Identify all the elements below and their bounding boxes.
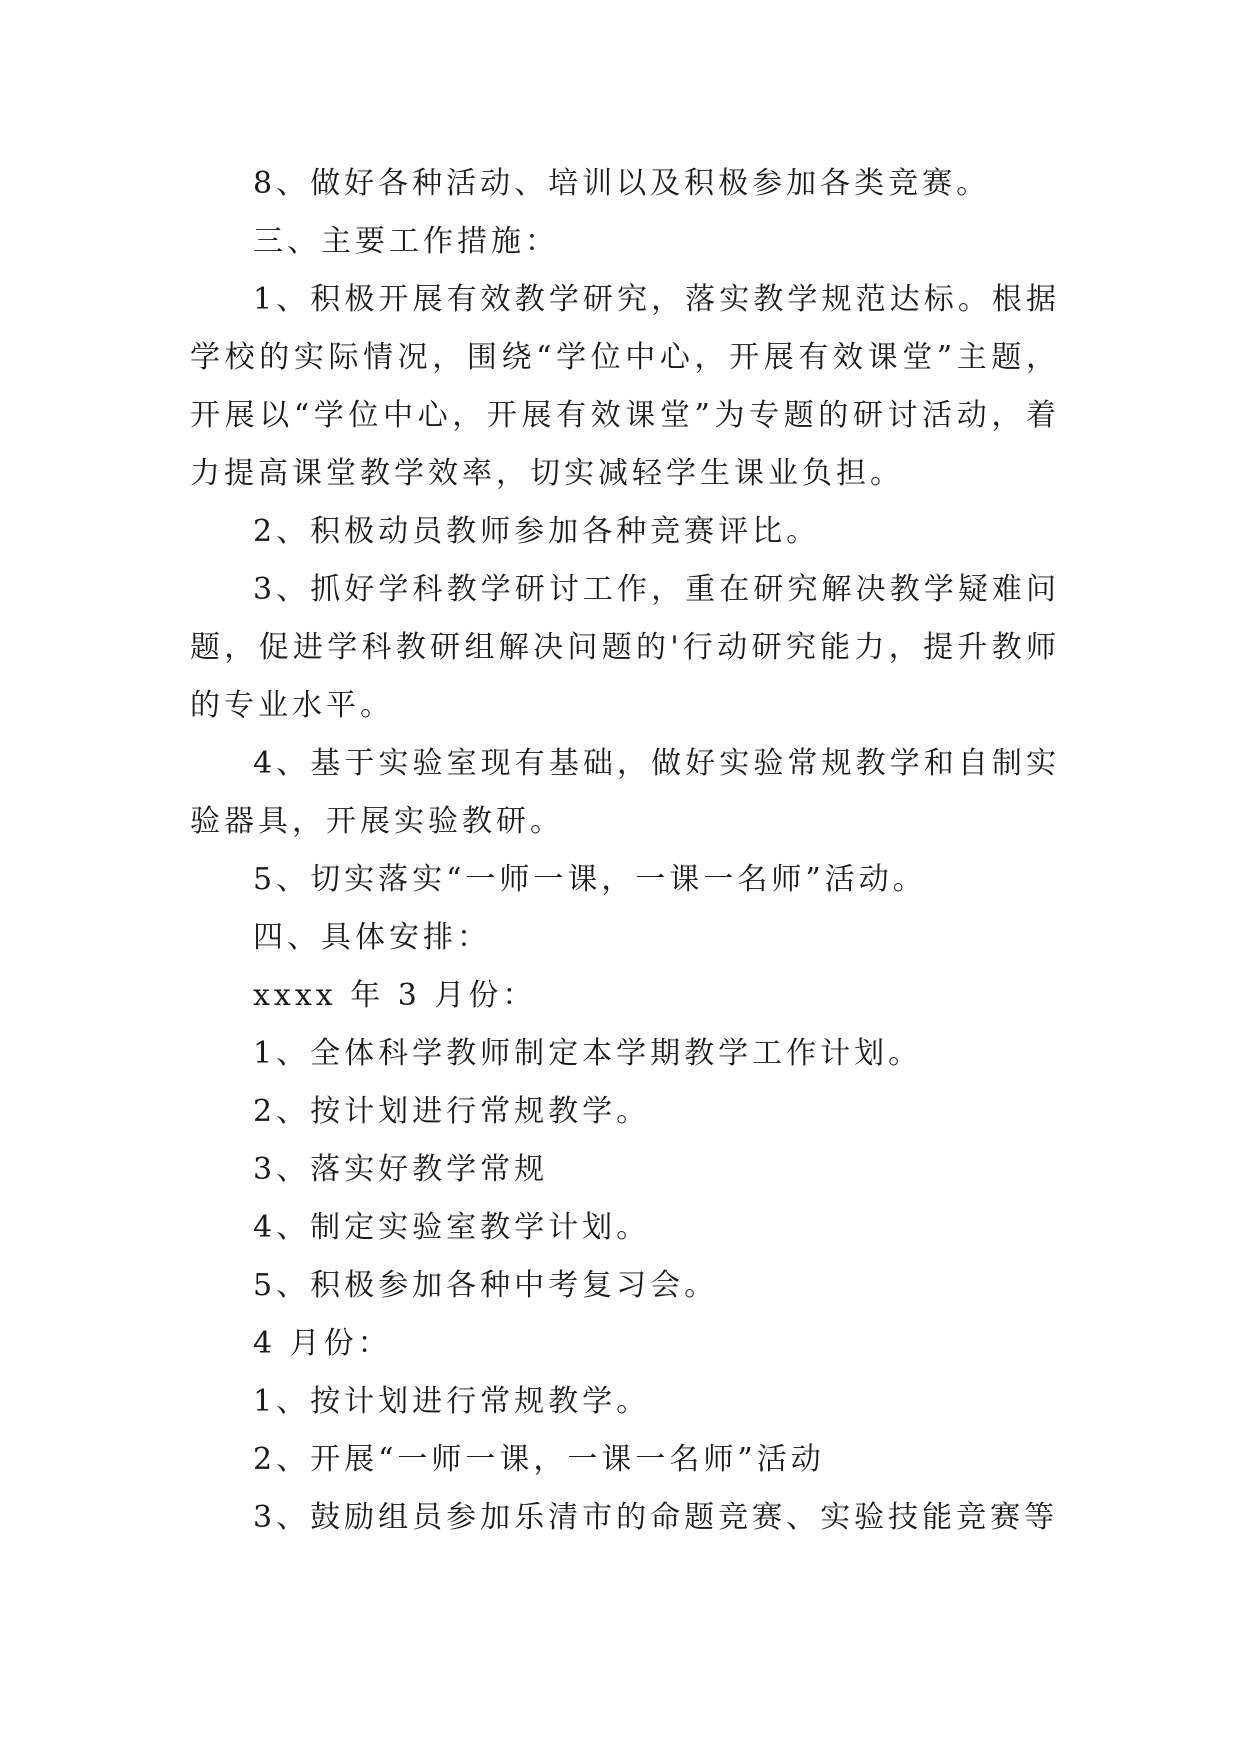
april-item-1: 1、按计划进行常规教学。 xyxy=(253,1384,651,1419)
march-item-2: 2、按计划进行常规教学。 xyxy=(253,1094,651,1129)
section-heading-schedule: 四、具体安排： xyxy=(253,920,491,955)
march-item-5: 5、积极参加各种中考复习会。 xyxy=(253,1268,719,1303)
april-item-2: 2、开展“一师一课，一课一名师”活动 xyxy=(253,1442,825,1477)
section-heading-measures: 三、主要工作措施： xyxy=(253,224,559,259)
march-item-3: 3、落实好教学常规 xyxy=(253,1152,549,1187)
march-item-1: 1、全体科学教师制定本学期教学工作计划。 xyxy=(253,1036,923,1071)
item-8-activities: 8、做好各种活动、培训以及积极参加各类竞赛。 xyxy=(253,166,991,201)
measure-3-discipline-research: 3、抓好学科教学研讨工作，重在研究解决教学疑难问题，促进学科教研组解决问题的'行动研究能力，提升教师的专业水平。 xyxy=(190,572,1060,723)
march-item-4: 4、制定实验室教学计划。 xyxy=(253,1210,651,1245)
measure-1-research: 1、积极开展有效教学研究，落实教学规范达标。根据学校的实际情况，围绕“学位中心，开展有效课堂”主题，开展以“学位中心，开展有效课堂”为专题的研讨活动，着力提高课堂教学效率，切实减轻学生课业负担。 xyxy=(190,282,1060,491)
measure-5-one-teacher-one-lesson: 5、切实落实“一师一课，一课一名师”活动。 xyxy=(253,862,927,897)
month-heading-march: xxxx 年 3 月份： xyxy=(253,978,537,1013)
document-body xyxy=(190,155,1060,1547)
april-item-3: 3、鼓励组员参加乐清市的命题竞赛、实验技能竞赛等 xyxy=(253,1500,1059,1535)
measure-4-lab: 4、基于实验室现有基础，做好实验常规教学和自制实验器具，开展实验教研。 xyxy=(190,746,1060,839)
measure-2-competitions: 2、积极动员教师参加各种竞赛评比。 xyxy=(253,514,821,549)
month-heading-april: 4 月份： xyxy=(253,1326,392,1361)
